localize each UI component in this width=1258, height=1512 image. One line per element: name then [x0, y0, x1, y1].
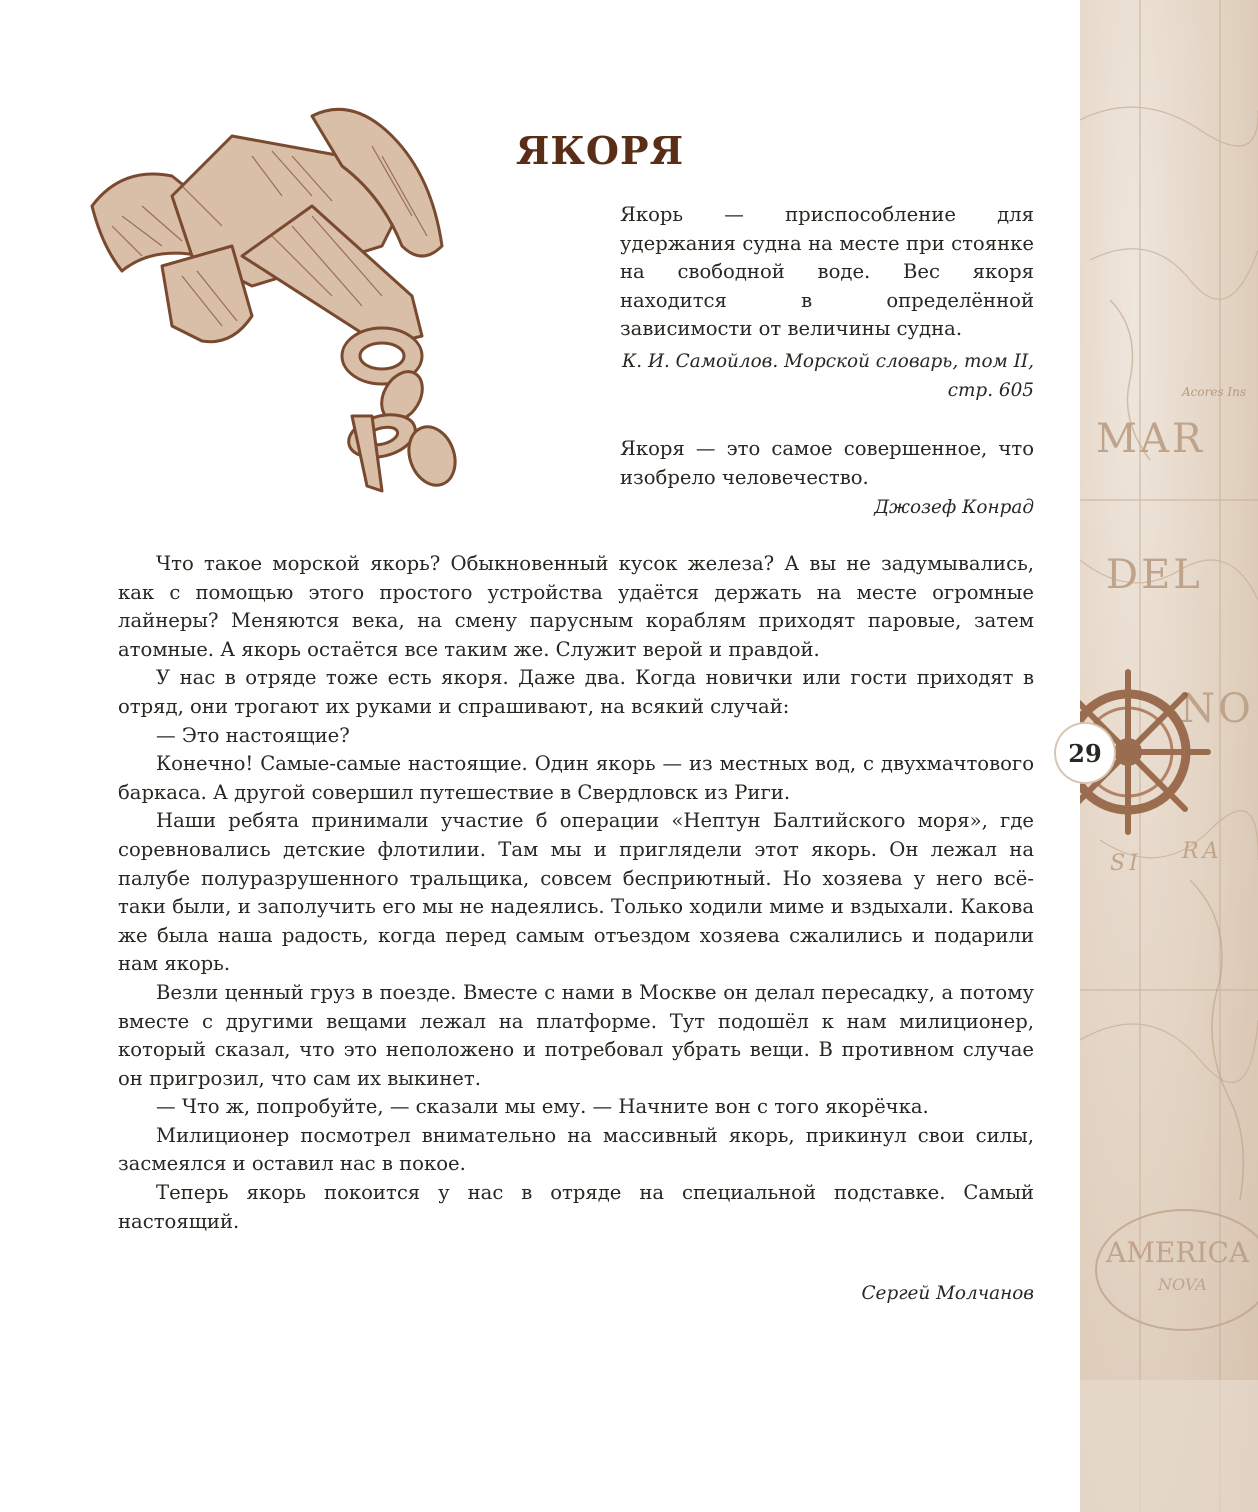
- map-label-si: SI: [1110, 851, 1142, 876]
- paragraph: Милиционер посмотрел внимательно на массивный якорь, прикинул свои силы, засмеялся и оставил нас в покое.: [118, 1123, 1034, 1176]
- epigraph-2-source: Джозеф Конрад: [874, 497, 1034, 518]
- map-label-america: AMERICA: [1106, 1236, 1250, 1269]
- epigraph-2-text: Якоря — это самое совершенное, что изобрело человечество.: [620, 437, 1034, 489]
- america-cartouche: [1096, 1210, 1258, 1330]
- epigraph-1-text: Якорь — приспособление для удержания судна на месте при стоянке на свободной воде. Вес якоря находится в определённой зависимости от величины судна.: [620, 203, 1034, 340]
- paragraph: Конечно! Самые-самые настоящие. Один якорь — из местных вод, с двухмачтового баркаса. А другой совершил путешествие в Свердловск из Риги.: [118, 752, 1034, 804]
- map-label-ra: RA: [1182, 839, 1223, 864]
- paragraph: Наши ребята принимали участие б операции «Нептун Балтийского моря», где соревновались детские флотилии. Там мы и приглядели этот якорь. Он лежал на палубе полуразрушенного тральщика, совсем бесприютный. Но хозяева у него всё-таки были, и заполучить его мы не надеялись. Только ходили миме и вздыхали. Какова же была наша радость, когда перед самым отъездом хозяева сжалились и подарили нам якорь.: [118, 809, 1034, 976]
- paragraph: Теперь якорь покоится у нас в отряде на специальной подставке. Самый настоящий.: [118, 1181, 1034, 1233]
- epigraph-1-source-line1: К. И. Самойлов. Морской словарь, том II,: [622, 351, 1034, 372]
- author-signature: Сергей Молчанов: [861, 1283, 1034, 1304]
- article-body: [118, 550, 1034, 1236]
- page-title: ЯКОРЯ: [515, 128, 685, 173]
- map-label-mar: MAR: [1096, 416, 1205, 462]
- paragraph: — Это настоящие?: [156, 723, 350, 747]
- paragraph: У нас в отряде тоже есть якоря. Даже два. Когда новички или гости приходят в отряд, они трогают их руками и спрашивают, на всякий случай:: [118, 666, 1034, 718]
- map-label-acores: Acores Ins: [1182, 385, 1247, 399]
- map-label-no: NO: [1180, 686, 1254, 732]
- map-label-del: DEL: [1106, 552, 1203, 598]
- anchor-illustration: [82, 96, 462, 506]
- paragraph: — Что ж, попробуйте, — сказали мы ему. — Начните вон с того якорёчка.: [156, 1095, 929, 1119]
- paragraph: Везли ценный груз в поезде. Вместе с нами в Москве он делал пересадку, а потому вместе с другими вещами лежал на платформе. Тут подошёл к нам милиционер, который сказал, что это неположено и потребовал убрать вещи. В противном случае он пригрозил, что сам их выкинет.: [118, 980, 1034, 1090]
- page-number-badge: [1056, 724, 1114, 782]
- map-label-nova: NOVA: [1158, 1275, 1207, 1294]
- paragraph: Что такое морской якорь? Обыкновенный кусок железа? А вы не задумывались, как с помощью этого простого устройства удаётся держать на месте огромные лайнеры? Меняются века, на смену парусным кораблям приходят паровые, затем атомные. А якорь остаётся все таким же. Служит верой и правдой.: [118, 552, 1034, 661]
- epigraph-1-source-line2: стр. 605: [947, 380, 1034, 401]
- page-number: 29: [1068, 738, 1102, 768]
